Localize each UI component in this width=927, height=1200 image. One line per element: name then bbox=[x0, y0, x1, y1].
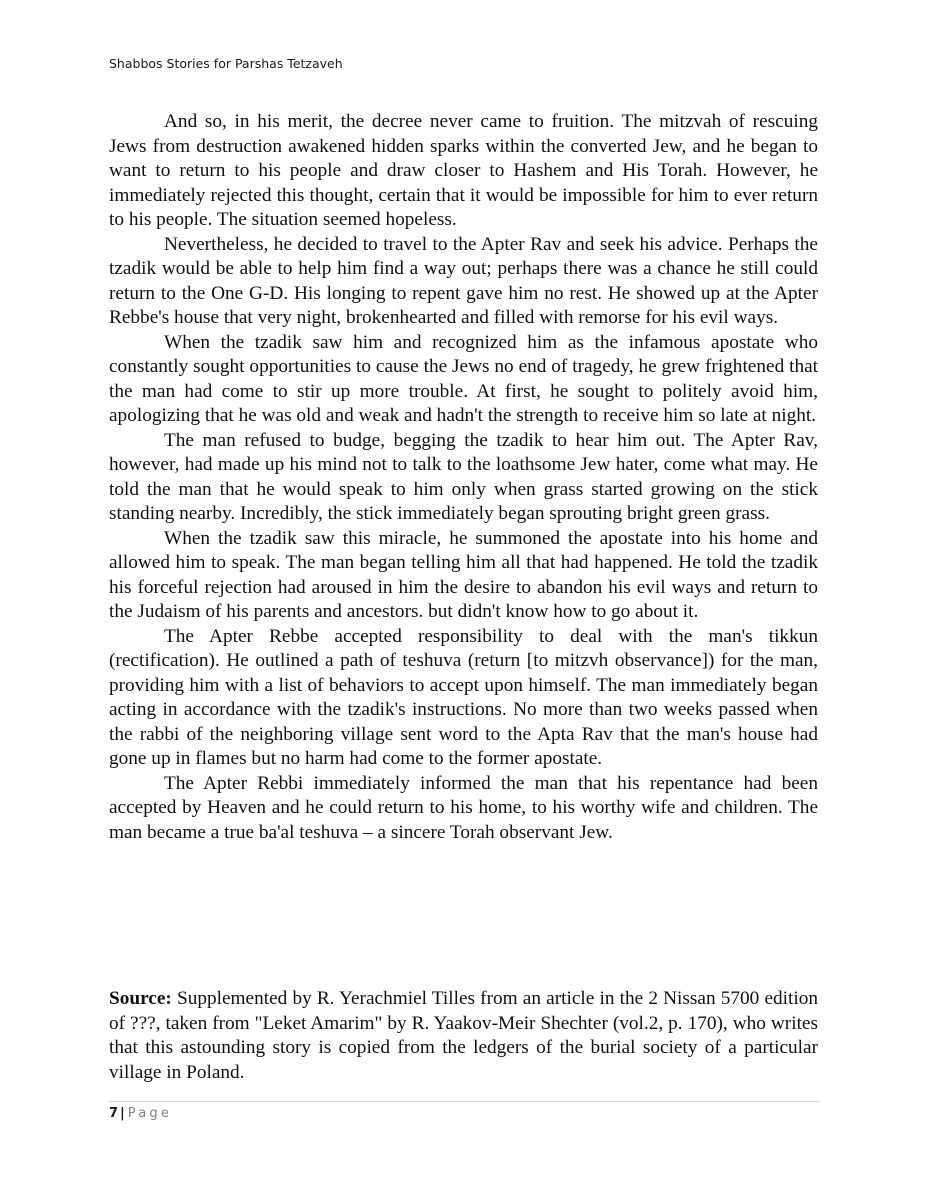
paragraph: When the tzadik saw him and recognized him as the infamous apostate who constantly sought opportunities to cause the Jews no end of tragedy, he grew frightened that the man had come to stir up more trouble. At first, he sought to politely avoid him, apologizing that he was old and weak and hadn't the strength to receive him so late at night. bbox=[109, 331, 818, 426]
paragraph: The man refused to budge, begging the tzadik to hear him out. The Apter Rav, however, had made up his mind not to talk to the loathsome Jew hater, come what may. He told the man that he would speak to him only when grass started growing on the stick standing nearby. Incredibly, the stick immediately began sprouting bright green grass. bbox=[109, 429, 818, 524]
source-note bbox=[109, 987, 818, 1085]
source-text: Supplemented by R. Yerachmiel Tilles from an article in the 2 Nissan 5700 edition of ???, taken from "Leket Amarim" by R. Yaakov-Meir Shechter (vol.2, p. 170), who writes that this astounding story is copied from the ledgers of the burial society of a particular village in Poland. bbox=[109, 988, 818, 1083]
page-label: Page bbox=[127, 1106, 173, 1121]
running-header: Shabbos Stories for Parshas Tetzaveh bbox=[109, 56, 343, 71]
paragraph: When the tzadik saw this miracle, he summoned the apostate into his home and allowed him to speak. The man began telling him all that had happened. He told the tzadik his forceful rejection had aroused in him the desire to abandon his evil ways and return to the Judaism of his parents and ancestors. but didn't know how to go about it. bbox=[109, 527, 818, 622]
footer-divider bbox=[109, 1101, 820, 1102]
source-label: Source: bbox=[109, 988, 172, 1009]
paragraph: The Apter Rebbe accepted responsibility to deal with the man's tikkun (rectification). He outlined a path of teshuva (return [to mitzvh observance]) for the man, providing him with a list of behaviors to accept upon himself. The man immediately began acting in accordance with the tzadik's instructions. No more than two weeks passed when the rabbi of the neighboring village sent word to the Apta Rav that the man's house had gone up in flames but no harm had come to the former apostate. bbox=[109, 625, 818, 769]
page-footer bbox=[109, 1106, 172, 1121]
paragraph: The Apter Rebbi immediately informed the man that his repentance had been accepted by Heaven and he could return to his home, to his worthy wife and children. The man became a true ba'al teshuva – a sincere Torah observant Jew. bbox=[109, 772, 818, 843]
story-body bbox=[109, 110, 818, 845]
paragraph: And so, in his merit, the decree never came to fruition. The mitzvah of rescuing Jews from destruction awakened hidden sparks within the converted Jew, and he began to want to return to his people and draw closer to Hashem and His Torah. However, he immediately rejected this thought, certain that it would be impossible for him to ever return to his people. The situation seemed hopeless. bbox=[109, 111, 818, 230]
paragraph: Nevertheless, he decided to travel to the Apter Rav and seek his advice. Perhaps the tzadik would be able to help him find a way out; perhaps there was a chance he still could return to the One G-D. His longing to repent gave him no rest. He showed up at the Apter Rebbe's house that very night, brokenhearted and filled with remorse for his evil ways. bbox=[109, 233, 818, 328]
footer-separator: | bbox=[120, 1106, 125, 1121]
page-number: 7 bbox=[109, 1106, 119, 1121]
